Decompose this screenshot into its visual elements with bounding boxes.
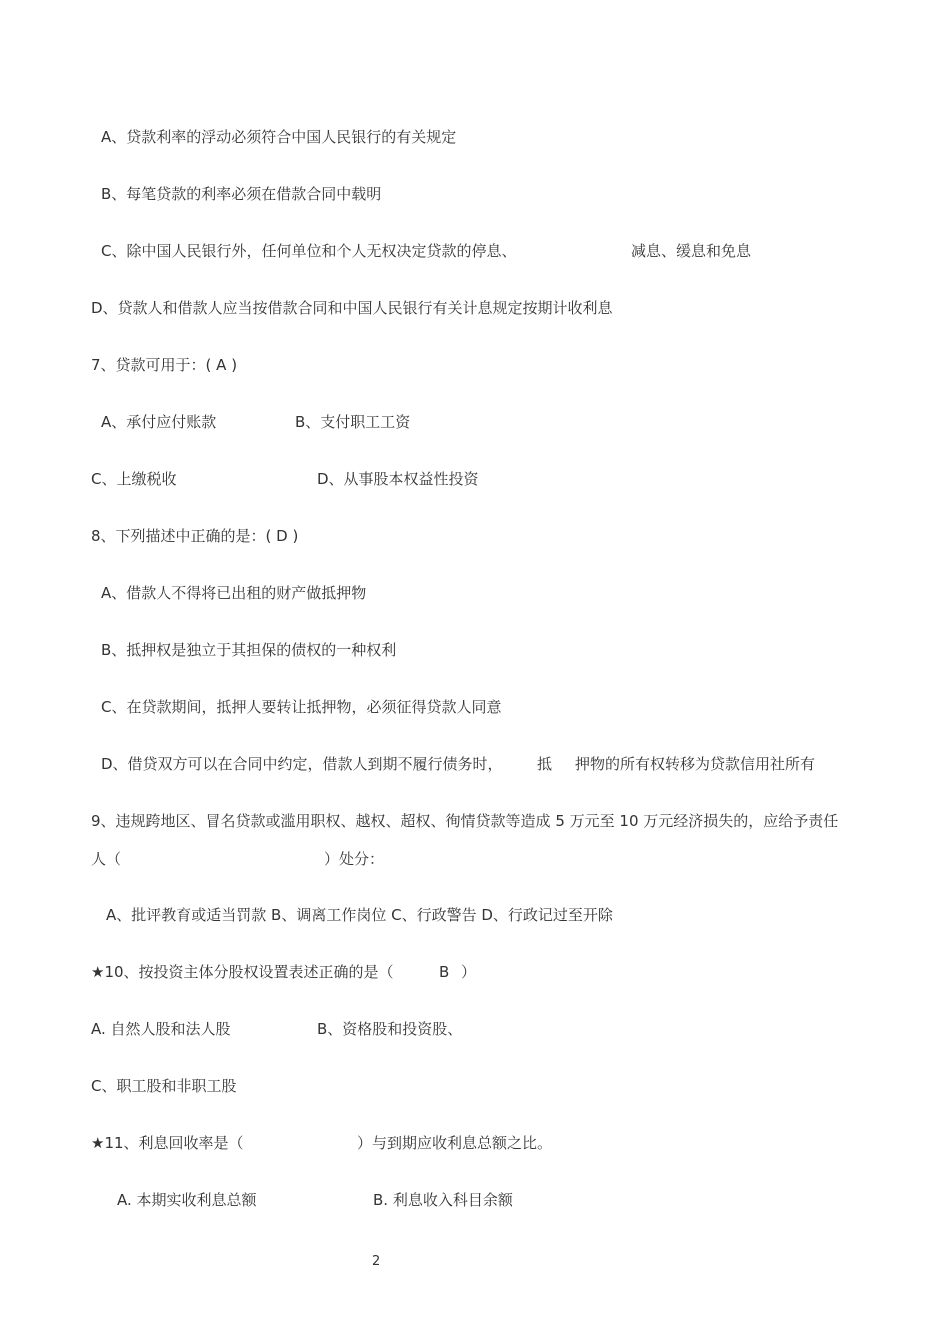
q6-option-b: B、每笔贷款的利率必须在借款合同中载明	[101, 185, 382, 203]
q11-question-part1: ★11、利息回收率是（	[91, 1134, 244, 1152]
q7-option-d: D、从事股本权益性投资	[317, 470, 479, 488]
q8-option-d-part3: 押物的所有权转移为贷款信用社所有	[575, 755, 816, 773]
q11-question-part2: ）与到期应收利息总额之比。	[357, 1134, 553, 1152]
q9-question-line-1: 9、违规跨地区、冒名贷款或滥用职权、越权、超权、徇情贷款等造成 5 万元至 10 万元经济损失的，应给予责任	[91, 812, 839, 830]
q7-option-b: B、支付职工工资	[295, 413, 411, 431]
q9-question-line-2-part2: ）处分：	[324, 850, 385, 868]
q6-option-d: D、贷款人和借款人应当按借款合同和中国人民银行有关计息规定按期计收利息	[91, 299, 613, 317]
q8-option-d	[101, 754, 841, 774]
q8-option-a: A、借款人不得将已出租的财产做抵押物	[101, 584, 367, 602]
q9-question-line-2	[91, 849, 421, 869]
q10-option-c: C、职工股和非职工股	[91, 1077, 237, 1095]
q8-option-d-part1: D、借贷双方可以在合同中约定，借款人到期不履行债务时，	[101, 755, 503, 773]
page-number: 2	[372, 1254, 381, 1269]
q6-option-c	[101, 241, 781, 261]
q10-option-b: B、资格股和投资股、	[317, 1020, 463, 1038]
q6-option-c-part2: 减息、缓息和免息	[631, 242, 752, 260]
q10-question-part2: ）	[461, 963, 477, 981]
q7-option-a: A、承付应付账款	[101, 413, 217, 431]
q8-question: 8、下列描述中正确的是：( D )	[91, 527, 299, 545]
q9-options: A、批评教育或适当罚款 B、调离工作岗位 C、行政警告 D、行政记过至开除	[106, 906, 613, 924]
q7-option-c: C、上缴税收	[91, 470, 177, 488]
q7-question: 7、贷款可用于：( A )	[91, 356, 238, 374]
q10-option-a: A. 自然人股和法人股	[91, 1020, 231, 1038]
q9-question-line-2-part1: 人（	[91, 850, 122, 868]
q7-options-row-2	[91, 469, 511, 489]
q8-option-b: B、抵押权是独立于其担保的债权的一种权利	[101, 641, 397, 659]
q8-option-d-part2: 抵	[537, 755, 553, 773]
q7-options-row-1	[101, 412, 501, 432]
q6-option-a: A、贷款利率的浮动必须符合中国人民银行的有关规定	[101, 128, 457, 146]
q11-question	[91, 1133, 571, 1153]
q10-options-row-1	[91, 1019, 491, 1039]
q11-option-b: B. 利息收入科目余额	[373, 1191, 513, 1209]
q11-options-row-1	[117, 1190, 537, 1210]
q10-question	[91, 962, 491, 982]
q11-option-a: A. 本期实收利息总额	[117, 1191, 257, 1209]
q10-answer: B	[439, 963, 450, 981]
q8-option-c: C、在贷款期间，抵押人要转让抵押物，必须征得贷款人同意	[101, 698, 502, 716]
q10-question-part1: ★10、按投资主体分股权设置表述正确的是（	[91, 963, 394, 981]
q6-option-c-part1: C、除中国人民银行外，任何单位和个人无权决定贷款的停息、	[101, 242, 517, 260]
